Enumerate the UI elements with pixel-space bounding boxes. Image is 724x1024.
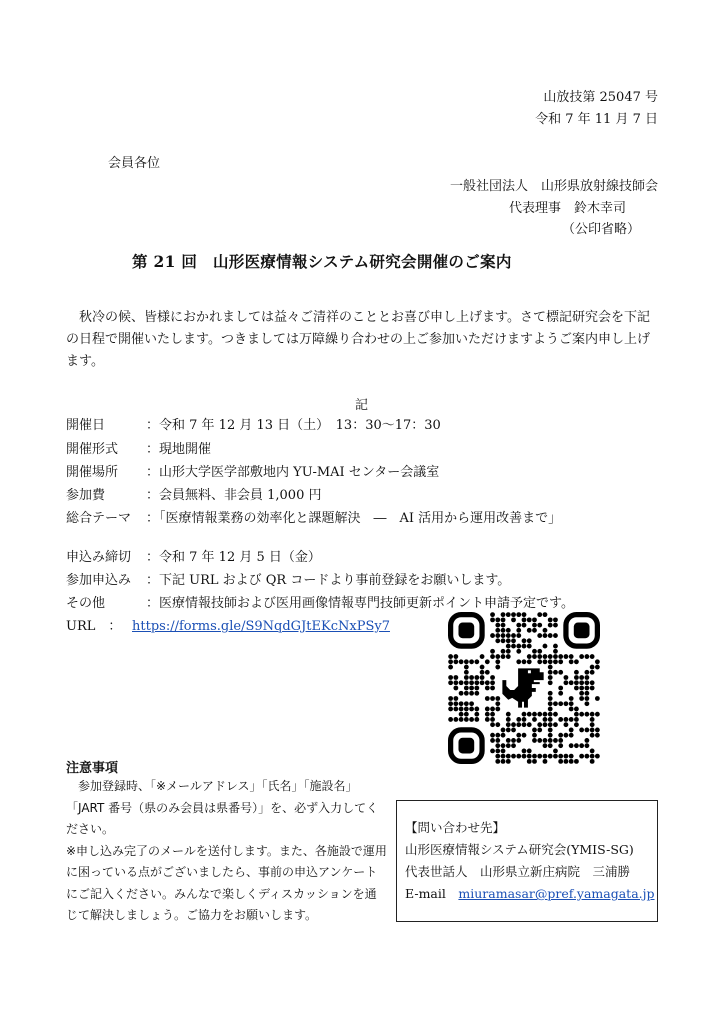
contact-box bbox=[396, 800, 658, 922]
detail-label: 参加費 bbox=[66, 488, 106, 503]
detail-label: 開催形式 bbox=[66, 442, 119, 457]
notice-registration-text: 参加登録時、「※メールアドレス」「氏名」「施設名」「JART 番号（県のみ会員は県番号）」を、必ず入力してください。 bbox=[66, 779, 379, 836]
detail-row-date bbox=[66, 417, 441, 435]
detail-value: ：令和 7 年 12 月 13 日（土） 13：30～17：30 bbox=[146, 418, 441, 433]
contact-email-row bbox=[405, 883, 657, 905]
url-row bbox=[66, 618, 390, 636]
detail-value: ：現地開催 bbox=[146, 442, 212, 457]
registration-form-link[interactable]: https://forms.gle/S9NqdGJtEKcNxPSy7 bbox=[132, 619, 390, 634]
application-row-deadline bbox=[66, 549, 321, 567]
document-number: 山放技第 25047 号 bbox=[543, 90, 658, 105]
application-label: その他 bbox=[66, 596, 106, 611]
sender-representative: 代表理事 鈴木幸司 bbox=[508, 201, 626, 216]
application-row-other bbox=[66, 595, 574, 613]
notice-body bbox=[66, 776, 388, 927]
document-title: 第 21 回 山形医療情報システム研究会開催のご案内 bbox=[132, 252, 512, 271]
detail-row-theme bbox=[66, 510, 561, 528]
application-row-registration bbox=[66, 572, 510, 590]
sender-organization: 一般社団法人 山形県放射線技師会 bbox=[449, 179, 658, 194]
detail-row-fee bbox=[66, 487, 321, 505]
contact-email-link[interactable]: miuramasar@pref.yamagata.jp bbox=[458, 886, 655, 901]
application-label: 参加申込み bbox=[66, 573, 132, 588]
detail-value: ：会員無料、非会員 1,000 円 bbox=[146, 488, 322, 503]
application-value: ：令和 7 年 12 月 5 日（金） bbox=[146, 550, 321, 565]
application-value: ：下記 URL および QR コードより事前登録をお願いします。 bbox=[146, 573, 511, 588]
application-value: ：医療情報技師および医用画像情報専門技師更新ポイント申請予定です。 bbox=[146, 596, 574, 611]
detail-label: 開催日 bbox=[66, 418, 106, 433]
notice-title: 注意事項 bbox=[66, 761, 119, 776]
detail-label: 開催場所 bbox=[66, 465, 119, 480]
document-date: 令和 7 年 11 月 7 日 bbox=[535, 112, 658, 127]
contact-organization: 山形医療情報システム研究会(YMIS-SG) bbox=[405, 842, 634, 857]
url-label: URL ： bbox=[66, 619, 122, 634]
contact-heading: 【問い合わせ先】 bbox=[405, 820, 506, 835]
detail-row-venue bbox=[66, 464, 439, 482]
greeting-paragraph: 秋冷の候、皆様におかれましては益々ご清祥のこととお喜び申し上げます。さて標記研究会を下記の日程で開催いたします。つきましては万障繰り合わせの上ご参加いただけますようご案内申し上げます。 bbox=[66, 310, 650, 369]
ki-heading: 記 bbox=[355, 398, 369, 413]
detail-value: ：山形大学医学部敷地内 YU-MAI センター会議室 bbox=[146, 465, 440, 480]
addressee: 会員各位 bbox=[108, 156, 161, 171]
contact-person: 代表世話人 山形県立新庄病院 三浦勝 bbox=[405, 864, 631, 879]
notice-survey-text: ※申し込み完了のメールを送付します。また、各施設で運用に困っている点がございましたら、事前の申込アンケートにご記入ください。みんなで楽しくディスカッションを通じて解決しましょう。ご協力をお願いします。 bbox=[66, 843, 387, 922]
qr-code-with-dinosaur-icon[interactable] bbox=[448, 612, 600, 764]
application-label: 申込み締切 bbox=[66, 550, 132, 565]
detail-row-format bbox=[66, 441, 211, 459]
detail-label: 総合テーマ bbox=[66, 511, 132, 526]
seal-omitted-note: （公印省略） bbox=[561, 222, 640, 237]
contact-email-label: E-mail bbox=[405, 886, 446, 901]
detail-value: ：「医療情報業務の効率化と課題解決 ― AI 活用から運用改善まで」 bbox=[146, 511, 562, 526]
